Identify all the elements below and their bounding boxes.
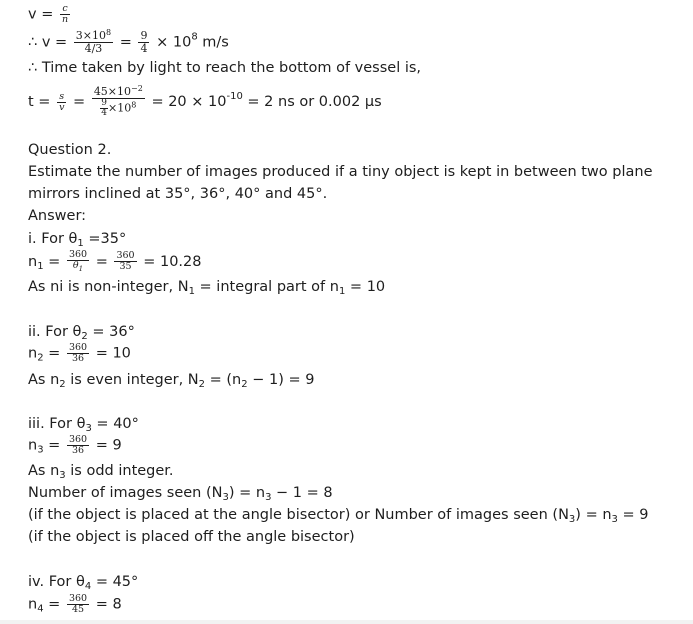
- case-1-note: As ni is non-integer, $N_1$ = integral part of $n_1 = 10$: [28, 279, 386, 297]
- time-fraction: $\frac{45\times 10^{-2}}{\frac{9}{4}\times 10^8}$: [93, 84, 143, 118]
- case-1-formula: $n_1$ = $\frac{360}{\theta_1}$ = $\frac{360}{35}$ = 10.28: [28, 249, 202, 273]
- case-3-note: As $n_3$ is odd integer.: [28, 463, 174, 481]
- case-3-formula: $n_3$ = $\frac{360}{36}$ = 9: [28, 434, 122, 456]
- case-3-off-bisector: (if the object is placed off the angle bisector): [28, 529, 355, 545]
- speed-fraction-1: $\frac{3\times 10^8}{4/3}$: [75, 28, 112, 55]
- bottom-edge: [0, 620, 693, 624]
- c-over-n-fraction: $\frac{c}{n}$: [61, 3, 69, 25]
- case-2-note: As $n_2$ is even integer, $N_2 = (n_2 - 1) = 9$: [28, 372, 315, 390]
- time-formula-line: t = $\frac{s}{v}$ = $\frac{45\times 10^{-2}}{\frac{9}{4}\times 10^8}$ = $20 \times 10^{-10} = 2$ ns or 0.002 μs: [28, 84, 382, 118]
- question-heading: Question 2.: [28, 142, 112, 158]
- answer-label: Answer:: [28, 208, 87, 224]
- speed-value-line: ∴ v = $\frac{3\times 10^8}{4/3}$ = $\frac{9}{4}$ × $10^8$ m/s: [28, 28, 229, 55]
- speed-formula-line: [28, 4, 72, 25]
- question-text: Estimate the number of images produced if a tiny object is kept in between two plane mirrors inclined at 35°, 36°, 40° and 45°.: [28, 164, 653, 202]
- case-3-bisector: (if the object is placed at the angle bisector) or Number of images seen $(N_3) = n_3 = 9$: [28, 507, 649, 525]
- case-2-heading: ii. For $\theta_2 = 36^\circ$: [28, 324, 135, 342]
- speed-formula-lhs: v =: [28, 6, 54, 23]
- time-intro: ∴ Time taken by light to reach the bottom of vessel is,: [28, 60, 422, 76]
- case-4-formula: $n_4$ = $\frac{360}{45}$ = 8: [28, 593, 122, 615]
- s-over-v-fraction: $\frac{s}{v}$: [59, 90, 65, 113]
- case-2-formula: $n_2$ = $\frac{360}{36}$ = 10: [28, 342, 131, 364]
- case-3-seen: Number of images seen $(N_3) = n_3 - 1 = 8$: [28, 485, 333, 503]
- case-3-heading: iii. For $\theta_3 = 40^\circ$: [28, 416, 139, 434]
- case-1-heading: i. For $\theta_1 =35^\circ$: [28, 231, 127, 249]
- case-4-heading: iv. For $\theta_4 = 45^\circ$: [28, 574, 139, 592]
- speed-fraction-2: $\frac{9}{4}$: [140, 29, 148, 55]
